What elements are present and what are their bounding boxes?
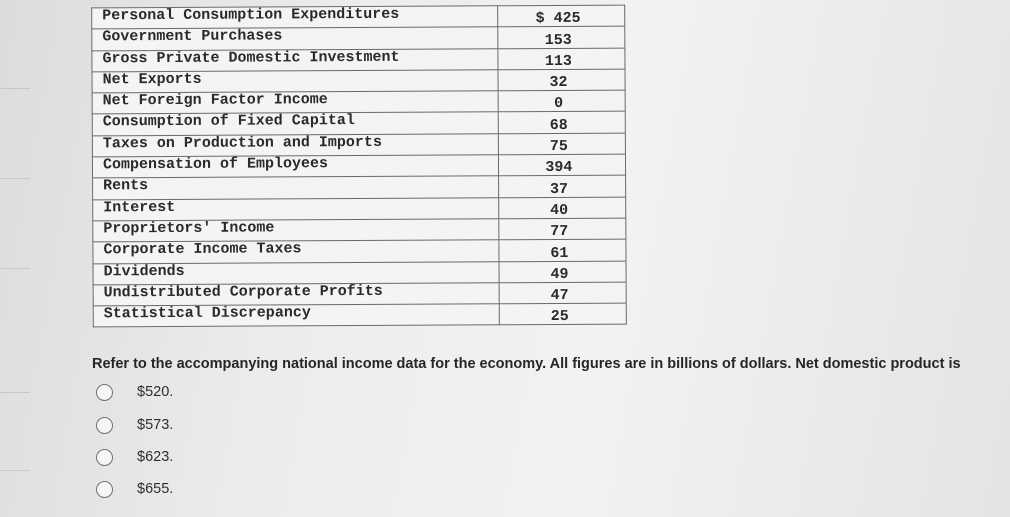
row-label: Dividends xyxy=(93,261,499,284)
table-row xyxy=(93,218,626,242)
option-label: $520. xyxy=(137,384,174,400)
answer-option[interactable] xyxy=(96,478,296,500)
row-value: 61 xyxy=(499,239,626,261)
option-label: $573. xyxy=(137,417,174,433)
table-row xyxy=(92,112,625,136)
option-label: $655. xyxy=(137,481,174,497)
row-label: Corporate Income Taxes xyxy=(93,240,499,263)
row-label: Net Foreign Factor Income xyxy=(92,91,498,114)
row-label: Taxes on Production and Imports xyxy=(92,134,498,157)
row-label: Rents xyxy=(93,176,499,199)
left-edge-lines xyxy=(0,0,30,517)
national-income-table xyxy=(91,5,627,328)
question-text: Refer to the accompanying national income data for the economy. All figures are in billions of dollars. Net domestic product is xyxy=(92,356,961,372)
row-value: 40 xyxy=(499,197,626,219)
row-value: 32 xyxy=(498,69,625,91)
radio-button[interactable] xyxy=(96,384,113,401)
row-label: Proprietors' Income xyxy=(93,219,499,242)
row-label: Compensation of Employees xyxy=(92,155,498,178)
row-label: Consumption of Fixed Capital xyxy=(92,112,498,135)
table-row xyxy=(93,239,626,263)
row-label: Net Exports xyxy=(92,70,498,93)
row-label: Interest xyxy=(93,197,499,220)
table-row xyxy=(93,197,626,221)
row-value: 77 xyxy=(499,218,626,240)
table-row xyxy=(92,154,625,178)
row-value: 25 xyxy=(499,303,626,325)
table-row xyxy=(92,69,625,93)
radio-button[interactable] xyxy=(96,449,113,466)
row-value: 75 xyxy=(498,133,625,155)
row-label: Undistributed Corporate Profits xyxy=(93,283,499,306)
table-row xyxy=(92,90,625,114)
row-label: Gross Private Domestic Investment xyxy=(92,48,498,71)
table-row xyxy=(92,133,625,157)
row-value: 113 xyxy=(498,48,625,70)
radio-button[interactable] xyxy=(96,481,113,498)
answer-option[interactable] xyxy=(96,414,296,436)
answer-option[interactable] xyxy=(96,381,296,403)
row-value: 37 xyxy=(498,175,625,197)
row-value: 49 xyxy=(499,261,626,283)
table-row xyxy=(92,26,625,50)
row-value: 153 xyxy=(498,26,625,48)
row-value: 47 xyxy=(499,282,626,304)
table-row xyxy=(93,175,626,199)
row-label: Personal Consumption Expenditures xyxy=(92,6,498,29)
row-label: Statistical Discrepancy xyxy=(93,304,499,327)
row-value: 0 xyxy=(498,90,625,112)
radio-button[interactable] xyxy=(96,417,113,434)
option-label: $623. xyxy=(137,449,174,465)
table-row xyxy=(93,261,626,285)
table-body xyxy=(92,5,627,327)
table-row xyxy=(92,5,625,29)
table-row xyxy=(93,282,626,306)
answer-option[interactable] xyxy=(96,446,296,468)
table-row xyxy=(92,48,625,72)
row-value: $ 425 xyxy=(498,5,625,27)
row-value: 394 xyxy=(498,154,625,176)
row-label: Government Purchases xyxy=(92,27,498,50)
table-row xyxy=(93,303,626,327)
row-value: 68 xyxy=(498,112,625,134)
